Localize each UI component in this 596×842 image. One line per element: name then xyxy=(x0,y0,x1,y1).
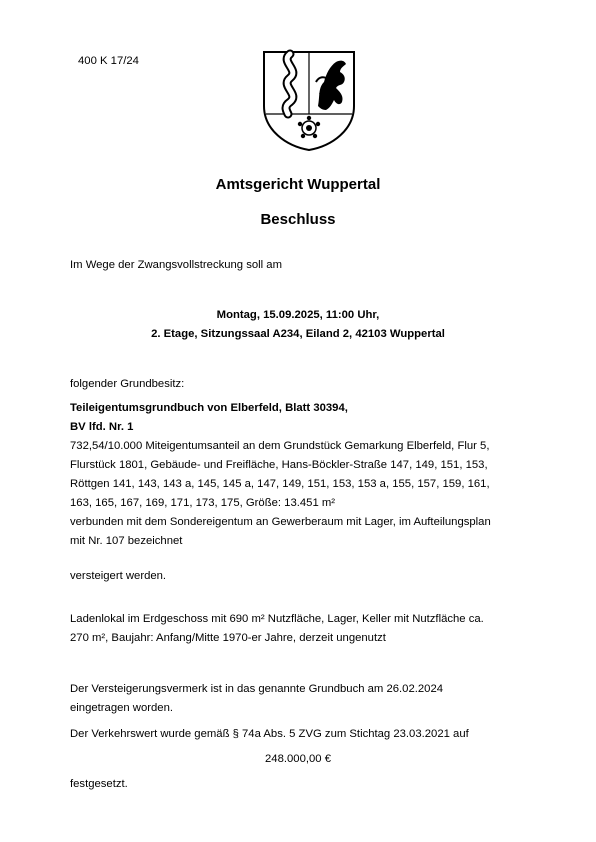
document-type: Beschluss xyxy=(260,211,336,228)
property-line: verbunden mit dem Sondereigentum an Gewerberaum mit Lager, im Aufteilungsplan xyxy=(70,516,491,528)
auction-text: versteigert werden. xyxy=(70,570,167,582)
description-line: Ladenlokal im Erdgeschoss mit 690 m² Nutzfläche, Lager, Keller mit Nutzfläche ca. xyxy=(70,613,484,625)
case-number: 400 K 17/24 xyxy=(78,55,139,67)
court-name: Amtsgericht Wuppertal xyxy=(215,176,381,193)
market-value: 248.000,00 € xyxy=(265,753,331,765)
land-register: Teileigentumsgrundbuch von Elberfeld, Blatt 30394, xyxy=(70,402,348,414)
intro-text: Im Wege der Zwangsvollstreckung soll am xyxy=(70,259,283,271)
registration-line: eingetragen worden. xyxy=(70,702,174,714)
property-line: 163, 165, 167, 169, 171, 173, 175, Größe: 13.451 m² xyxy=(70,497,336,509)
property-line: Flurstück 1801, Gebäude- und Freifläche, Hans-Böckler-Straße 147, 149, 151, 153, xyxy=(70,459,488,471)
appointment-date: Montag, 15.09.2025, 11:00 Uhr, xyxy=(216,309,380,321)
valuation-text: Der Verkehrswert wurde gemäß § 74a Abs. 5 ZVG zum Stichtag 23.03.2021 auf xyxy=(70,728,469,740)
closing-text: festgesetzt. xyxy=(70,778,128,790)
property-intro: folgender Grundbesitz: xyxy=(70,378,185,390)
description-line: 270 m², Baujahr: Anfang/Mitte 1970-er Jahre, derzeit ungenutzt xyxy=(70,632,386,644)
bv-number: BV lfd. Nr. 1 xyxy=(70,421,134,433)
property-line: Röttgen 141, 143, 143 a, 145, 145 a, 147, 149, 151, 153, 153 a, 155, 157, 159, 161, xyxy=(70,478,490,490)
nrw-coat-of-arms-icon xyxy=(260,48,358,152)
property-line: mit Nr. 107 bezeichnet xyxy=(70,535,183,547)
appointment-location: 2. Etage, Sitzungssaal A234, Eiland 2, 42103 Wuppertal xyxy=(151,328,445,340)
property-line: 732,54/10.000 Miteigentumsanteil an dem Grundstück Gemarkung Elberfeld, Flur 5, xyxy=(70,440,490,452)
registration-line: Der Versteigerungsvermerk ist in das genannte Grundbuch am 26.02.2024 xyxy=(70,683,444,695)
